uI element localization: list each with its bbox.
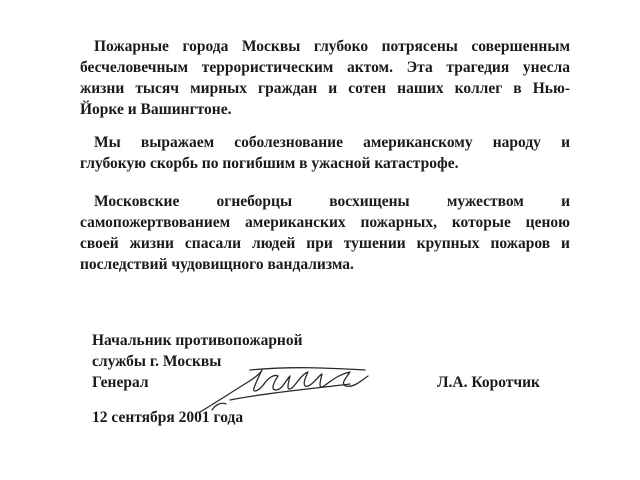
paragraph-line: бесчеловечным террористическим актом. Эта трагедия унесла xyxy=(80,59,570,76)
signatory-title-line-2: службы г. Москвы xyxy=(92,353,222,370)
paragraph-line: своей жизни спасали людей при тушении крупных пожаров и xyxy=(80,235,570,252)
paragraph-line: жизни тысяч мирных граждан и сотен наших коллег в Нью- xyxy=(80,80,570,97)
paragraph-line: самопожертвованием американских пожарных, которые ценою xyxy=(80,214,570,231)
signatory-name: Л.А. Коротчик xyxy=(437,374,540,391)
paragraph-line: глубокую скорбь по погибшим в ужасной катастрофе. xyxy=(80,155,459,172)
letter-date: 12 сентября 2001 года xyxy=(92,409,244,426)
paragraph-line: Йорке и Вашингтоне. xyxy=(80,101,232,118)
paragraph-condolence-3 xyxy=(80,191,570,275)
handwritten-signature xyxy=(190,360,380,420)
paragraph-line: Пожарные города Москвы глубоко потрясены совершенным xyxy=(94,38,570,55)
paragraph-condolence-1 xyxy=(80,36,570,120)
signatory-rank: Генерал xyxy=(92,374,149,391)
paragraph-condolence-2 xyxy=(80,132,570,174)
paragraph-line: Московские огнеборцы восхищены мужеством и xyxy=(94,193,570,210)
paragraph-line: Мы выражаем соболезнование американскому народу и xyxy=(94,134,570,151)
signatory-title-line-1: Начальник противопожарной xyxy=(92,332,303,349)
paragraph-line: последствий чудовищного вандализма. xyxy=(80,256,354,273)
